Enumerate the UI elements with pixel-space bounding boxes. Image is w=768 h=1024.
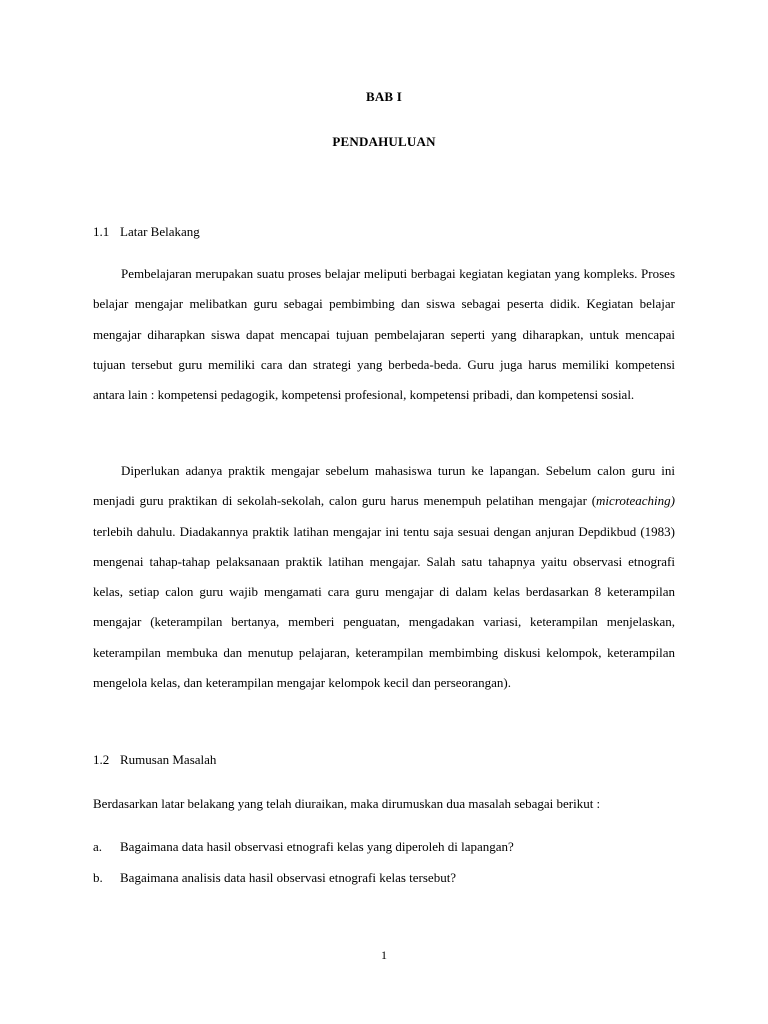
section-number: 1.2 (93, 752, 110, 767)
paragraph-text-before: Diperlukan adanya praktik mengajar sebelum mahasiswa turun ke lapangan. Sebelum calon guru ini menjadi guru praktikan di sekolah-sekolah, calon guru harus menempuh pelatihan mengajar ( (93, 463, 675, 509)
section-number: 1.1 (93, 224, 110, 239)
list-marker: b. (93, 870, 103, 885)
list-item-text: Bagaimana data hasil observasi etnografi kelas yang diperoleh di lapangan? (120, 839, 514, 854)
section-title: Latar Belakang (120, 224, 200, 239)
list-item-a (93, 839, 514, 855)
chapter-title: PENDAHULUAN (332, 134, 436, 149)
rumusan-masalah-intro: Berdasarkan latar belakang yang telah diuraikan, maka dirumuskan dua masalah sebagai berikut : (93, 796, 601, 811)
list-item-text: Bagaimana analisis data hasil observasi etnografi kelas tersebut? (120, 870, 457, 885)
section-title: Rumusan Masalah (120, 752, 217, 767)
section-heading-latar-belakang (93, 224, 200, 240)
section-heading-rumusan-masalah (93, 752, 216, 768)
chapter-number: BAB I (365, 89, 403, 104)
page-number: 1 (381, 948, 387, 962)
list-item-b (93, 870, 456, 886)
paragraph-latar-belakang-1: Pembelajaran merupakan suatu proses belajar meliputi berbagai kegiatan kegiatan yang kompleks. Proses belajar mengajar melibatkan guru sebagai pembimbing dan siswa sebagai peserta didik. Kegiatan belajar mengajar diharapkan siswa dapat mencapai tujuan pembelajaran seperti yang diharapkan, untuk mencapai tujuan tersebut guru memiliki cara dan strategi yang berbeda-beda. Guru juga harus memiliki kompetensi antara lain : kompetensi pedagogik, kompetensi profesional, kompetensi pribadi, dan kompetensi sosial. (93, 266, 675, 403)
list-marker: a. (93, 839, 103, 854)
paragraph-latar-belakang-2 (93, 456, 675, 698)
paragraph-text-after: terlebih dahulu. Diadakannya praktik latihan mengajar ini tentu saja sesuai dengan anjuran Depdikbud (1983) mengenai tahap-tahap pelaksanaan praktik latihan mengajar. Salah satu tahapnya yaitu observasi etnografi kelas, setiap calon guru wajib mengamati cara guru mengajar di dalam kelas berdasarkan 8 keterampilan mengajar (keterampilan bertanya, memberi penguatan, mengadakan variasi, keterampilan menjelaskan, keterampilan membuka dan menutup pelajaran, keterampilan membimbing diskusi kelompok, keterampilan mengelola kelas, dan keterampilan mengajar kelompok kecil dan perseorangan). (93, 523, 675, 691)
paragraph-italic-term: microteaching) (596, 493, 675, 509)
